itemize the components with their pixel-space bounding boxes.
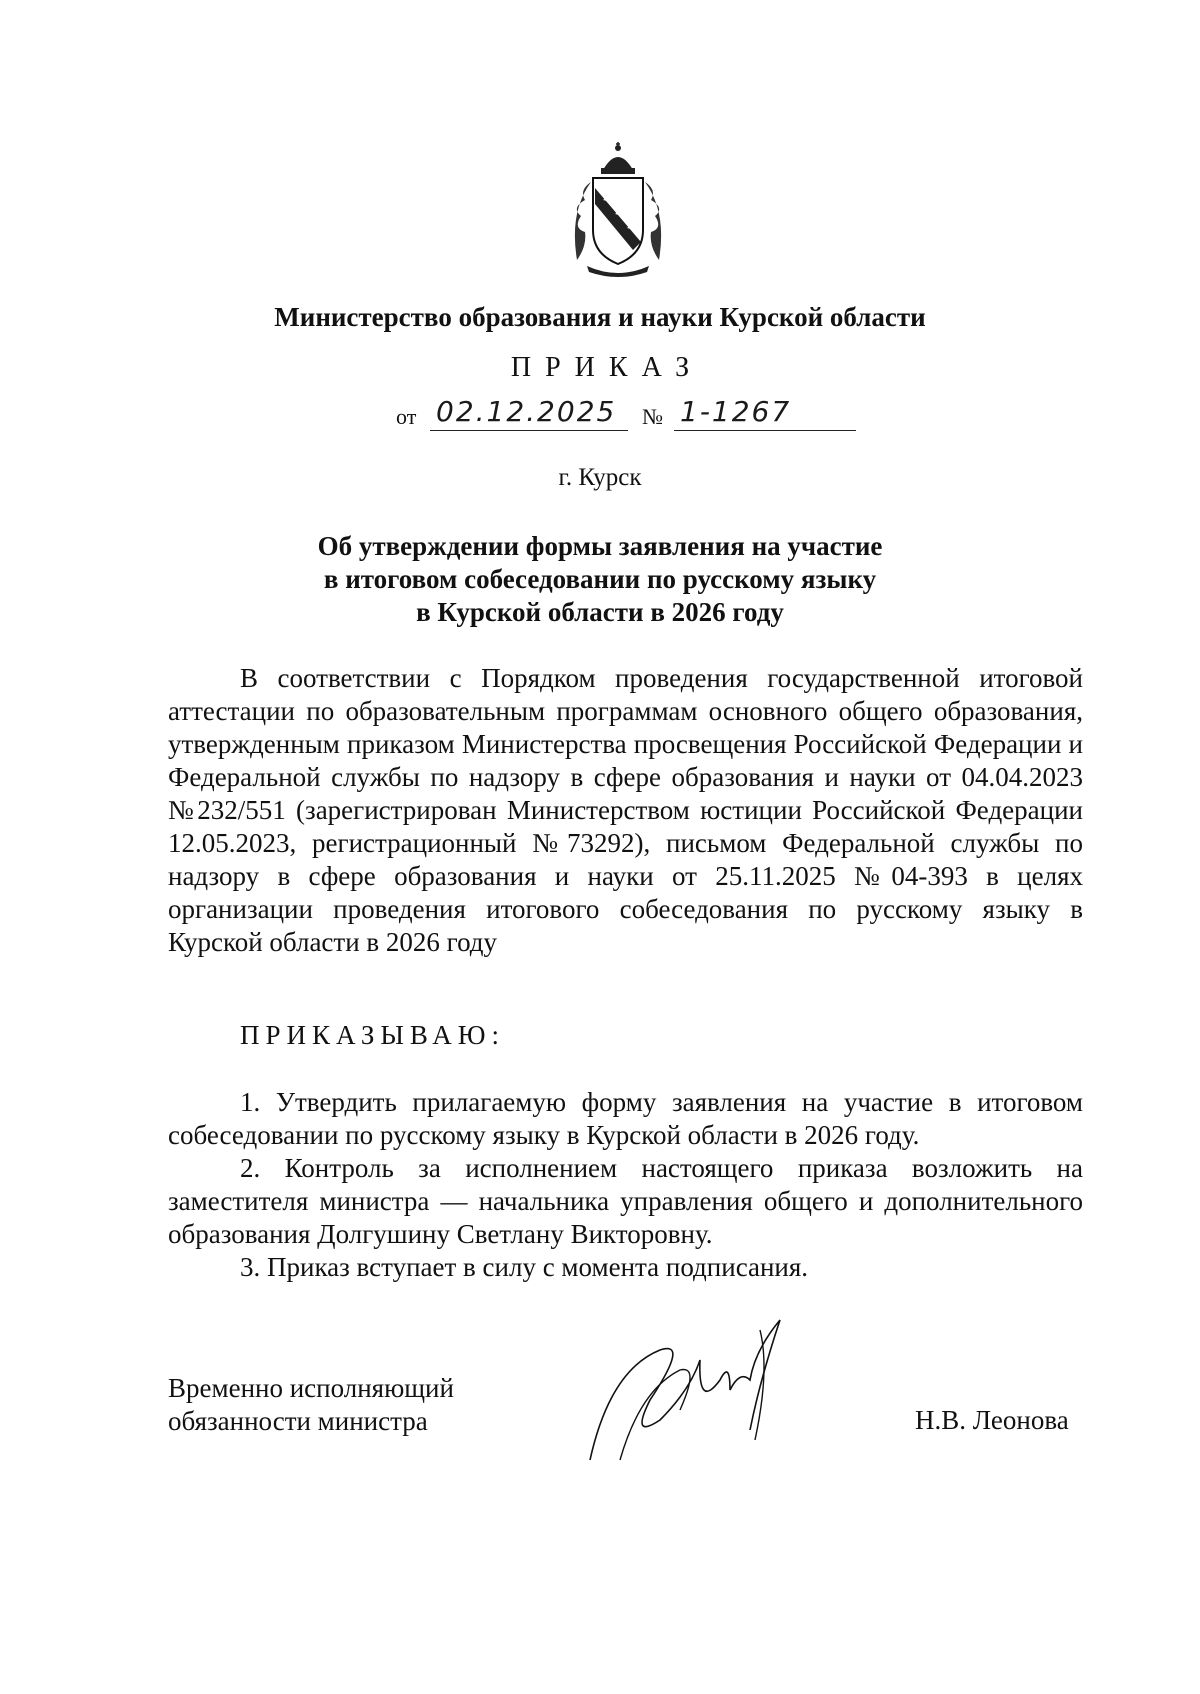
order-item: 1. Утвердить прилагаемую форму заявления на участие в итоговом собеседовании по русскому языку в Курской области в 2026 году.	[168, 1087, 1083, 1150]
decree-word: ПРИКАЗЫВАЮ:	[240, 1020, 505, 1050]
order-subject	[0, 530, 1200, 629]
order-title: ПРИКАЗ	[510, 352, 704, 383]
handwritten-signature-icon	[580, 1310, 820, 1470]
city-label: г. Курск	[558, 464, 642, 491]
order-number-field: 1-1267	[674, 395, 856, 431]
subject-line: в итоговом собеседовании по русскому языку	[323, 564, 877, 594]
order-items	[168, 1086, 1083, 1284]
kursk-coat-of-arms-icon	[563, 142, 673, 282]
preamble-paragraph: В соответствии с Порядком проведения государственной итоговой аттестации по образовательным программам основного общего образования, утвержденным приказом Министерства просвещения Российской Федерации и Федеральной службы по надзору в сфере образования и науки от 04.04.2023 №232/551 (зарегистрирован Министерством юстиции Российской Федерации 12.05.2023, регистрационный №73292), письмом Федеральной службы по надзору в сфере образования и науки от 25.11.2025 №04-393 в целях организации проведения итогового собеседования по русскому языку в Курской области в 2026 году	[168, 663, 1083, 957]
ministry-name: Министерство образования и науки Курской области	[274, 302, 926, 332]
signer-name: Н.В. Леонова	[915, 1405, 1069, 1435]
date-prefix: от	[396, 404, 417, 429]
signer-position-line: Временно исполняющий	[168, 1373, 454, 1403]
order-date-field: 02.12.2025	[430, 395, 628, 431]
preamble	[168, 662, 1083, 959]
order-item: 2. Контроль за исполнением настоящего приказа возложить на заместителя министра — начальника управления общего и дополнительного образования Долгушину Светлану Викторовну.	[168, 1153, 1083, 1249]
order-item: 3. Приказ вступает в силу с момента подписания.	[240, 1252, 809, 1282]
subject-line: в Курской области в 2026 году	[416, 597, 784, 627]
subject-line: Об утверждении формы заявления на участие	[317, 531, 883, 561]
number-prefix: №	[642, 404, 663, 429]
signer-position	[168, 1372, 454, 1438]
signer-position-line: обязанности министра	[168, 1406, 428, 1436]
